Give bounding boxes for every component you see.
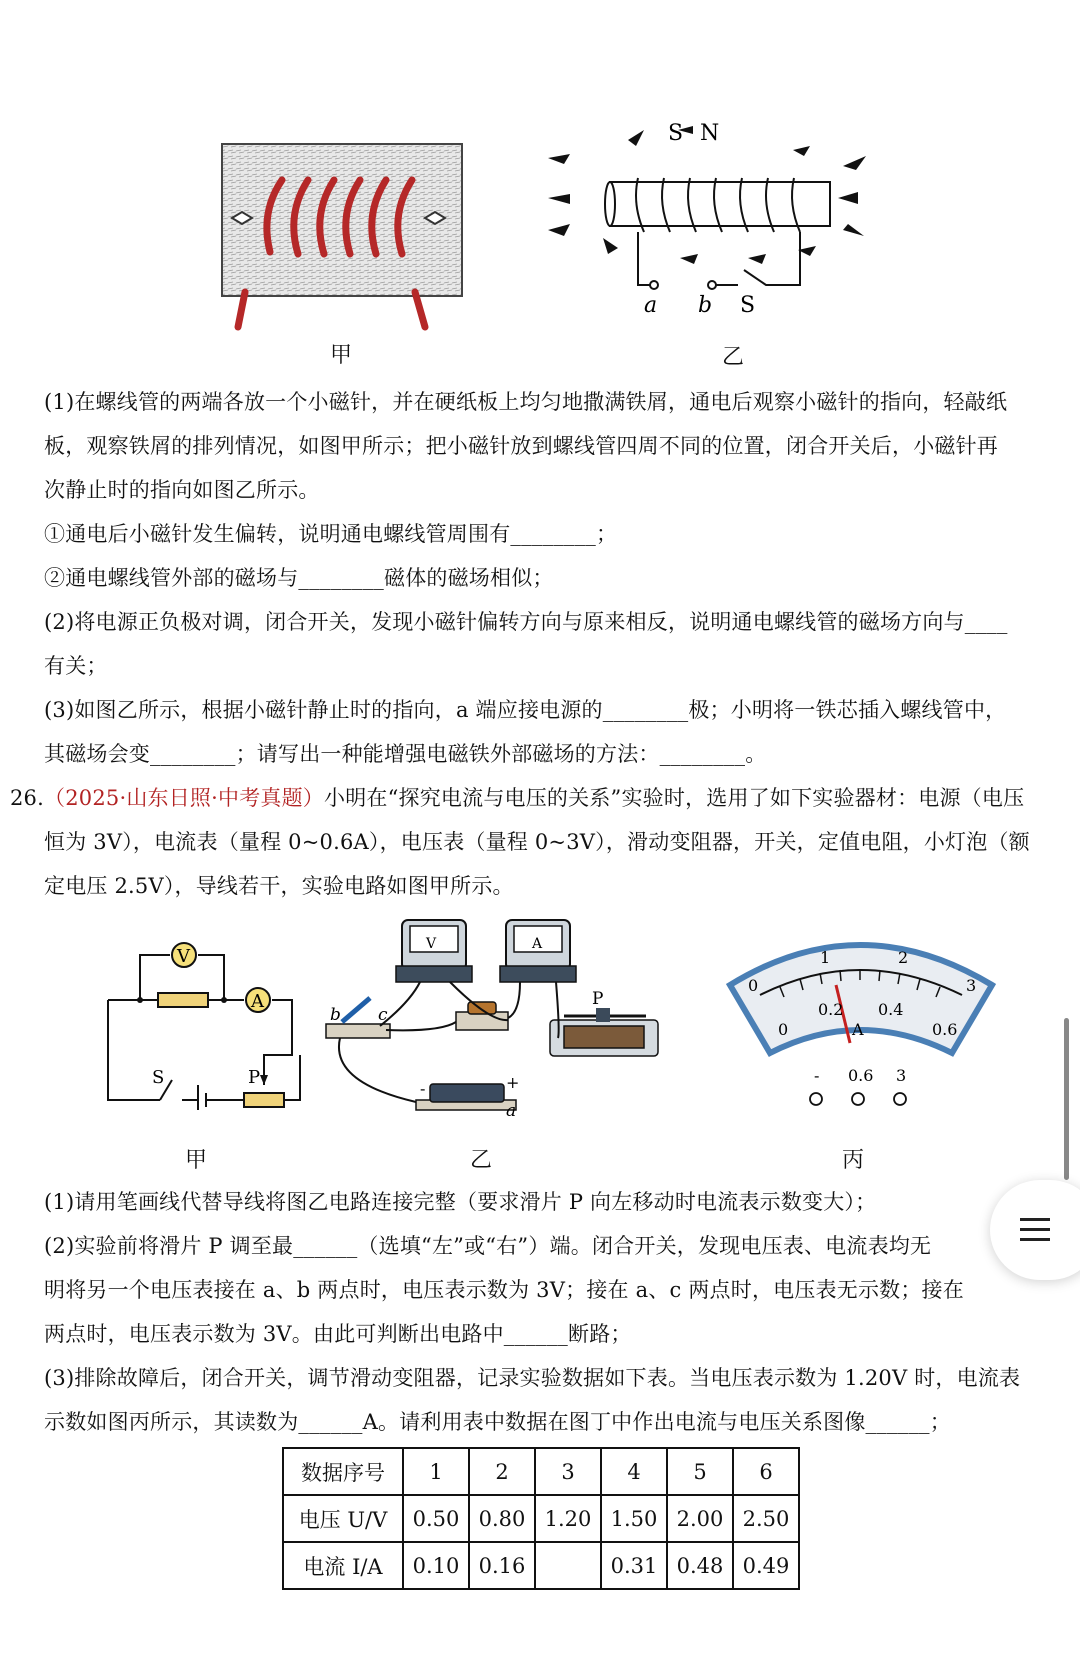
table-header-index: 数据序号 bbox=[283, 1448, 403, 1495]
label-n-top: N bbox=[700, 121, 720, 146]
circuit-label-p: P bbox=[248, 1067, 261, 1088]
circuit-label-a: A bbox=[251, 991, 264, 1012]
figure-26-yi-apparatus bbox=[320, 912, 690, 1132]
q26-part3-line2: 示数如图丙所示，其读数为______A。请利用表中数据在图丁中作出电流与电压关系图像______； bbox=[44, 1410, 951, 1434]
menu-icon-bar bbox=[1020, 1218, 1050, 1221]
menu-button[interactable] bbox=[990, 1180, 1080, 1280]
terminal-3: 3 bbox=[896, 1066, 907, 1085]
q25-part1-line1: (1)在螺线管的两端各放一个小磁针，并在硬纸板上均匀地撒满铁屑，通电后观察小磁针的指向，轻敲纸 bbox=[44, 390, 1008, 414]
q25-question2: ②通电螺线管外部的磁场与________磁体的磁场相似； bbox=[44, 566, 554, 590]
table-cell: 0.80 bbox=[469, 1495, 535, 1542]
figure-jia-photo bbox=[220, 142, 470, 342]
label-s-top: S bbox=[668, 121, 684, 146]
table-cell: 2 bbox=[469, 1448, 535, 1495]
figure-26-bing-caption: 丙 bbox=[842, 1148, 865, 1173]
table-cell: 0.16 bbox=[469, 1542, 535, 1589]
dial-bottom-02: 0.2 bbox=[818, 1000, 844, 1019]
q26-part1: (1)请用笔画线代替导线将图乙电路连接完整（要求滑片 P 向左移动时电流表示数变大）； bbox=[44, 1190, 877, 1214]
voltmeter-label: V bbox=[426, 936, 437, 952]
table-cell: 0.48 bbox=[667, 1542, 733, 1589]
q26-intro-line3: 定电压 2.5V），导线若干，实验电路如图甲所示。 bbox=[44, 874, 514, 898]
table-row bbox=[283, 1448, 799, 1495]
dial-bottom-04: 0.4 bbox=[878, 1000, 904, 1019]
dial-bottom-06: 0.6 bbox=[932, 1020, 958, 1039]
label-b: b bbox=[698, 293, 713, 318]
figure-26-yi-caption: 乙 bbox=[470, 1148, 493, 1173]
scrollbar[interactable] bbox=[1064, 1018, 1069, 1180]
dial-top-2: 2 bbox=[898, 948, 909, 967]
switch-label-b: b bbox=[330, 1005, 341, 1025]
q25-part2-line1: (2)将电源正负极对调，闭合开关，发现小磁针偏转方向与原来相反，说明通电螺线管的磁场方向与____ bbox=[44, 610, 1008, 634]
label-a: a bbox=[644, 293, 658, 318]
dial-unit: A bbox=[852, 1020, 864, 1039]
table-cell bbox=[535, 1542, 601, 1589]
terminal-06: 0.6 bbox=[848, 1066, 874, 1085]
q26-intro-line1 bbox=[10, 782, 1024, 812]
q26-intro-line2: 恒为 3V），电流表（量程 0~0.6A），电压表（量程 0~3V），滑动变阻器，开关，定值电阻，小灯泡（额 bbox=[44, 830, 1030, 854]
q25-part3-line2: 其磁场会变________；请写出一种能增强电磁铁外部磁场的方法：________。 bbox=[44, 742, 767, 766]
q26-intro-text: 小明在“探究电流与电压的关系”实验时，选用了如下实验器材：电源（电压 bbox=[324, 786, 1025, 810]
dial-top-1: 1 bbox=[820, 948, 831, 967]
table-header-voltage: 电压 U/V bbox=[283, 1495, 403, 1542]
dial-bottom-0: 0 bbox=[778, 1020, 789, 1039]
table-cell: 2.50 bbox=[733, 1495, 799, 1542]
q26-number: 26. bbox=[10, 786, 44, 810]
figure-jia-caption: 甲 bbox=[330, 343, 353, 368]
figure-yi-caption: 乙 bbox=[722, 345, 745, 370]
data-table bbox=[282, 1447, 800, 1590]
table-header-current: 电流 I/A bbox=[283, 1542, 403, 1589]
q25-part3-line1: (3)如图乙所示，根据小磁针静止时的指向，a 端应接电源的________极；小明将一铁芯插入螺线管中， bbox=[44, 698, 1007, 722]
table-cell: 1 bbox=[403, 1448, 469, 1495]
battery-label-a: a bbox=[506, 1101, 517, 1121]
table-cell: 3 bbox=[535, 1448, 601, 1495]
menu-icon-bar bbox=[1020, 1238, 1050, 1241]
table-cell: 1.20 bbox=[535, 1495, 601, 1542]
circuit-label-s: S bbox=[152, 1067, 165, 1088]
table-cell: 0.49 bbox=[733, 1542, 799, 1589]
table-cell: 5 bbox=[667, 1448, 733, 1495]
q26-source: （2025·山东日照·中考真题） bbox=[44, 786, 324, 810]
terminal-minus: - bbox=[814, 1066, 820, 1085]
figure-26-jia-caption: 甲 bbox=[185, 1148, 208, 1173]
figure-26-jia-circuit bbox=[100, 935, 310, 1110]
q26-part2-line3: 两点时，电压表示数为 3V。由此可判断出电路中______断路； bbox=[44, 1322, 632, 1346]
battery-minus: - bbox=[420, 1079, 426, 1098]
table-cell: 0.50 bbox=[403, 1495, 469, 1542]
figure-yi-solenoid bbox=[548, 120, 898, 335]
q25-part1-line2: 板，观察铁屑的排列情况，如图甲所示；把小磁针放到螺线管四周不同的位置，闭合开关后，小磁针再 bbox=[44, 434, 998, 458]
figure-26-bing-ammeter bbox=[720, 935, 1010, 1135]
table-cell: 6 bbox=[733, 1448, 799, 1495]
circuit-label-v: V bbox=[177, 946, 190, 967]
rheostat-label-p: P bbox=[592, 989, 604, 1009]
q25-part1-line3: 次静止时的指向如图乙所示。 bbox=[44, 478, 320, 502]
table-cell: 0.31 bbox=[601, 1542, 667, 1589]
dial-top-3: 3 bbox=[966, 976, 977, 995]
menu-icon-bar bbox=[1020, 1228, 1050, 1231]
table-cell: 1.50 bbox=[601, 1495, 667, 1542]
label-switch-s: S bbox=[740, 293, 756, 318]
q26-part2-line1: (2)实验前将滑片 P 调至最______（选填“左”或“右”）端。闭合开关，发现电压表、电流表均无 bbox=[44, 1234, 932, 1258]
table-cell: 2.00 bbox=[667, 1495, 733, 1542]
table-cell: 0.10 bbox=[403, 1542, 469, 1589]
ammeter-label: A bbox=[532, 936, 543, 952]
table-row bbox=[283, 1542, 799, 1589]
table-row bbox=[283, 1495, 799, 1542]
q26-part2-line2: 明将另一个电压表接在 a、b 两点时，电压表示数为 3V；接在 a、c 两点时，电压表无示数；接在 bbox=[44, 1278, 964, 1302]
battery-plus: + bbox=[506, 1073, 520, 1092]
table-cell: 4 bbox=[601, 1448, 667, 1495]
q25-part2-line2: 有关； bbox=[44, 654, 108, 678]
switch-label-c: c bbox=[378, 1005, 388, 1025]
q25-question1: ①通电后小磁针发生偏转，说明通电螺线管周围有________； bbox=[44, 522, 618, 546]
q26-part3-line1: (3)排除故障后，闭合开关，调节滑动变阻器，记录实验数据如下表。当电压表示数为 1.20V 时，电流表 bbox=[44, 1366, 1021, 1390]
dial-top-0: 0 bbox=[748, 976, 759, 995]
